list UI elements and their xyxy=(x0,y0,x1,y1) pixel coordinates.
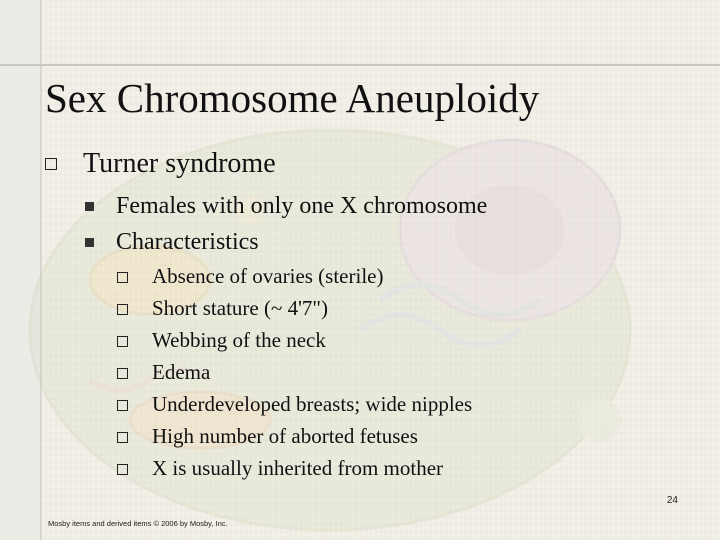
characteristic-text: Underdeveloped breasts; wide nipples xyxy=(152,392,473,416)
list-item xyxy=(117,324,472,356)
list-item xyxy=(117,420,472,452)
characteristic-text: Short stature (~ 4'7") xyxy=(152,296,328,320)
slide-title: Sex Chromosome Aneuploidy xyxy=(45,75,540,121)
filled-square-icon xyxy=(85,202,94,211)
list-item xyxy=(117,292,472,324)
hollow-square-icon xyxy=(117,368,128,379)
sub-bullet-list xyxy=(84,188,487,260)
list-item xyxy=(117,388,472,420)
hollow-square-icon xyxy=(117,336,128,347)
characteristic-text: X is usually inherited from mother xyxy=(152,456,444,480)
hollow-square-icon xyxy=(117,304,128,315)
list-item xyxy=(84,224,487,260)
characteristic-text: High number of aborted fetuses xyxy=(152,424,418,448)
list-item xyxy=(84,188,487,224)
list-item xyxy=(117,356,472,388)
list-item xyxy=(117,260,472,292)
hollow-square-icon xyxy=(117,464,128,475)
hollow-square-icon xyxy=(117,400,128,411)
hollow-square-icon xyxy=(117,432,128,443)
sub-bullet-text: Females with only one X chromosome xyxy=(116,193,488,219)
filled-square-icon xyxy=(85,238,94,247)
list-item xyxy=(44,148,276,180)
bullet-text: Turner syndrome xyxy=(83,148,276,179)
sub-bullet-text: Characteristics xyxy=(116,229,259,255)
characteristic-text: Absence of ovaries (sterile) xyxy=(152,264,384,288)
title-divider xyxy=(0,64,720,66)
list-item xyxy=(117,452,472,484)
characteristic-text: Edema xyxy=(152,360,211,384)
copyright-footer: Mosby items and derived items © 2006 by Mosby, Inc. xyxy=(48,519,228,528)
characteristics-list xyxy=(117,260,472,484)
left-margin-strip xyxy=(0,0,42,540)
characteristic-text: Webbing of the neck xyxy=(152,328,326,352)
hollow-square-icon xyxy=(117,272,128,283)
main-bullet-list xyxy=(44,148,276,180)
hollow-square-icon xyxy=(45,158,57,170)
page-number: 24 xyxy=(666,495,678,506)
